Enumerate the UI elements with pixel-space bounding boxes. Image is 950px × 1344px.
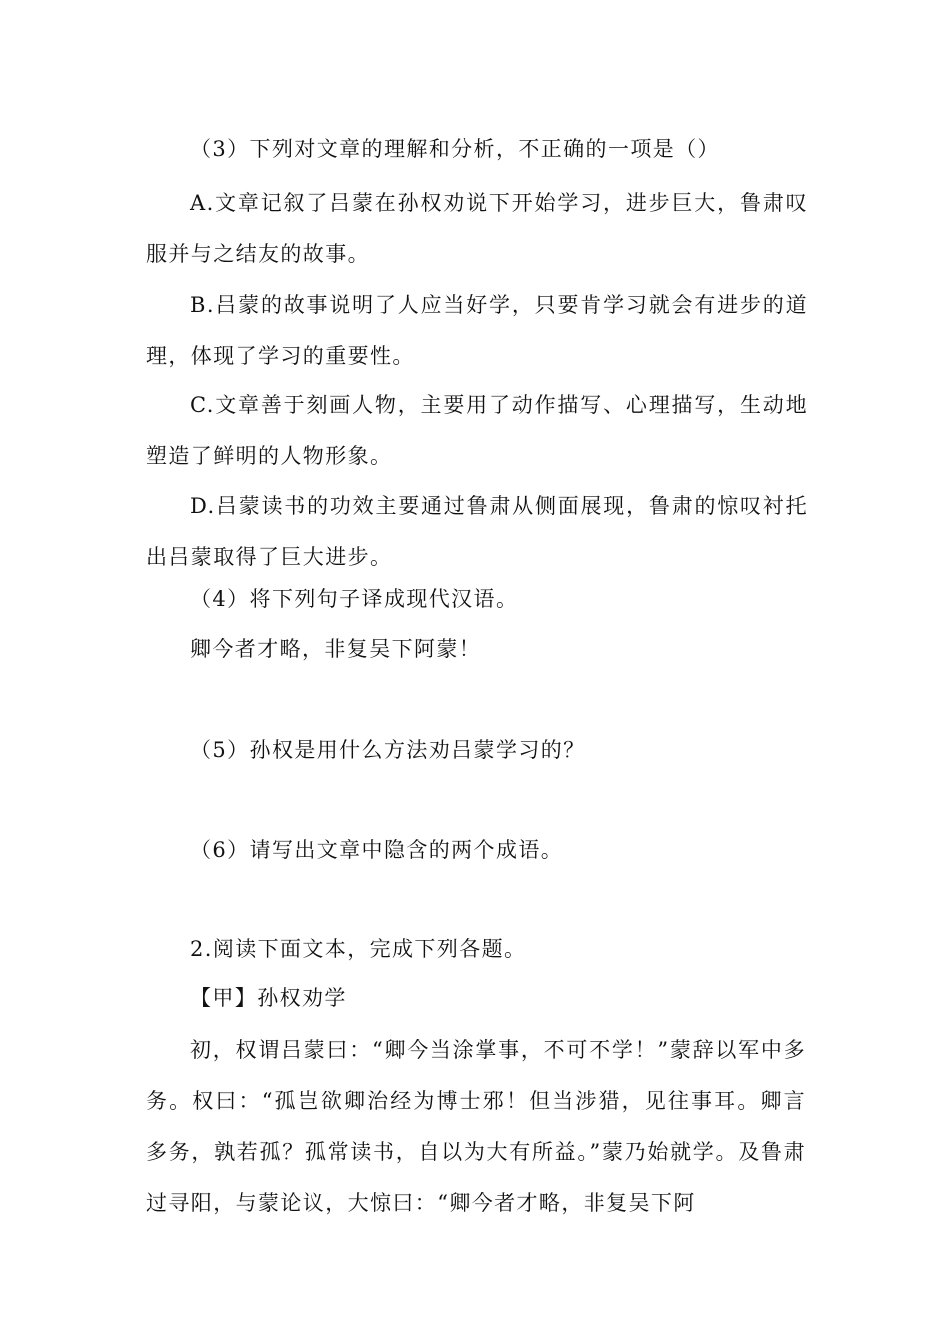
question-4-stem: （4）将下列句子译成现代汉语。 — [190, 587, 519, 611]
option-c: C.文章善于刻画人物，主要用了动作描写、心理描写，生动地塑造了鲜明的人物形象。 — [146, 393, 808, 468]
question-6-stem: （6）请写出文章中隐含的两个成语。 — [190, 838, 564, 862]
section-2-heading: 2.阅读下面文本，完成下列各题。 — [190, 937, 527, 961]
question-4-sentence: 卿今者才略，非复吴下阿蒙！ — [190, 637, 482, 661]
option-d: D.吕蒙读书的功效主要通过鲁肃从侧面展现，鲁肃的惊叹衬托出吕蒙取得了巨大进步。 — [146, 494, 808, 569]
option-a: A.文章记叙了吕蒙在孙权劝说下开始学习，进步巨大，鲁肃叹服并与之结友的故事。 — [146, 191, 808, 266]
question-5-stem: （5）孙权是用什么方法劝吕蒙学习的？ — [190, 738, 586, 762]
question-3-stem: （3）下列对文章的理解和分析，不正确的一项是（） — [190, 137, 720, 161]
passage-text: 初，权谓吕蒙曰：“卿今当涂掌事，不可不学！”蒙辞以军中多务。权曰：“孤岂欲卿治经为博士邪！但当涉猎，见往事耳。卿言多务，孰若孤？孤常读书，自以为大有所益。”蒙乃始就学。及鲁肃过寻阳，与蒙论议，大惊曰：“卿今者才略，非复吴下阿 — [146, 1038, 806, 1215]
option-b: B.吕蒙的故事说明了人应当好学，只要肯学习就会有进步的道理，体现了学习的重要性。 — [146, 293, 808, 368]
passage-title: 【甲】孙权劝学 — [190, 986, 347, 1010]
